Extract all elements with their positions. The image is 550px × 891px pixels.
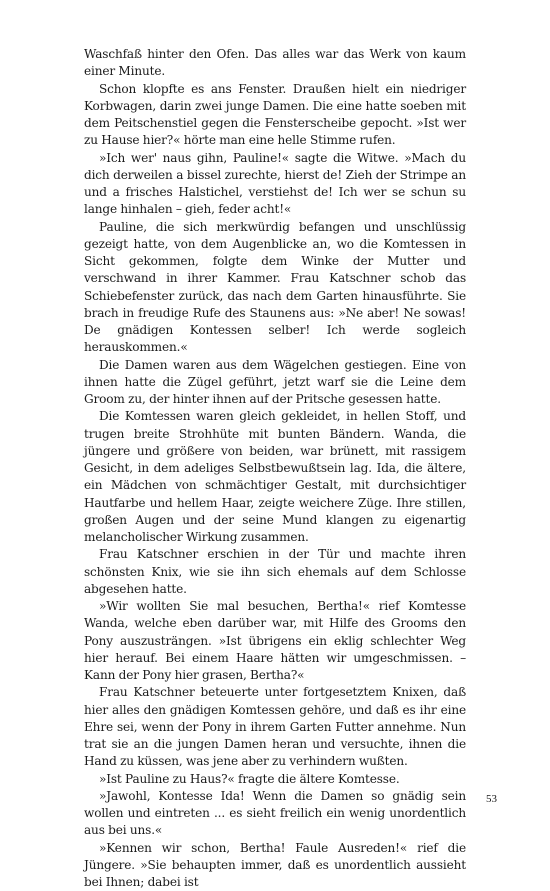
paragraph: »Jawohl, Kontesse Ida! Wenn die Damen so gnädig sein wollen und eintreten ... es sieht freilich ein wenig unordentlich aus bei uns.« [84,788,466,840]
paragraph: Frau Katschner erschien in der Tür und machte ihren schönsten Knix, wie sie ihn sich ehemals auf dem Schlosse abgesehen hatte. [84,546,466,598]
paragraph: »Ist Pauline zu Haus?« fragte die ältere Komtesse. [84,771,466,788]
paragraph: Pauline, die sich merkwürdig befangen und unschlüssig gezeigt hatte, von dem Augenblicke an, wo die Komtessen in Sicht gekommen, folgte dem Winke der Mutter und verschwand in ihrer Kammer. Frau Katschner schob das Schiebefenster zurück, das nach dem Garten hinausführte. Sie brach in freudige Rufe des Staunens aus: »Ne aber! Ne sowas! De gnädigen Kontessen selber! Ich werde sogleich herauskommen.« [84,219,466,357]
paragraph: »Kennen wir schon, Bertha! Faule Ausreden!« rief die Jüngere. »Sie behaupten immer, daß es unordentlich aussieht bei Ihnen; dabei ist [84,840,466,891]
page-body [84,46,466,891]
paragraph: Die Komtessen waren gleich gekleidet, in hellen Stoff, und trugen breite Strohhüte mit bunten Bändern. Wanda, die jüngere und größere von beiden, war brünett, mit rassigem Gesicht, in dem adeliges Selbstbewußtsein lag. Ida, die ältere, ein Mädchen von schmächtiger Gestalt, mit durchsichtiger Hautfarbe und hellem Haar, zeigte weichere Züge. Ihre stillen, großen Augen und der seine Mund klangen zu eigenartig melancholischer Wirkung zusammen. [84,408,466,546]
paragraph: Schon klopfte es ans Fenster. Draußen hielt ein niedriger Korbwagen, darin zwei junge Damen. Die eine hatte soeben mit dem Peitschenstiel gegen die Fensterscheibe gepocht. »Ist wer zu Hause hier?« hörte man eine helle Stimme rufen. [84,81,466,150]
page-number: 53 [486,793,497,805]
paragraph: Frau Katschner beteuerte unter fortgesetztem Knixen, daß hier alles den gnädigen Komtessen gehöre, und daß es ihr eine Ehre sei, wenn der Pony in ihrem Garten Futter annehme. Nun trat sie an die jungen Damen heran und versuchte, ihnen die Hand zu küssen, was jene aber zu verhindern wußten. [84,684,466,770]
paragraph: Die Damen waren aus dem Wägelchen gestiegen. Eine von ihnen hatte die Zügel geführt, jetzt warf sie die Leine dem Groom zu, der hinter ihnen auf der Pritsche gesessen hatte. [84,357,466,409]
paragraph: »Ich wer' naus gihn, Pauline!« sagte die Witwe. »Mach du dich derweilen a bissel zurechte, hierst de! Zieh der Strimpe an und a frisches Halstichel, verstiehst de! Ich wer se schun su lange hinhalen – gieh, feder acht!« [84,150,466,219]
paragraph: Waschfaß hinter den Ofen. Das alles war das Werk von kaum einer Minute. [84,46,466,81]
paragraph: »Wir wollten Sie mal besuchen, Bertha!« rief Komtesse Wanda, welche eben darüber war, mit Hilfe des Grooms den Pony auszusträngen. »Ist übrigens ein eklig schlechter Weg hier herauf. Bei einem Haare hätten wir umgeschmissen. – Kann der Pony hier grasen, Bertha?« [84,598,466,684]
